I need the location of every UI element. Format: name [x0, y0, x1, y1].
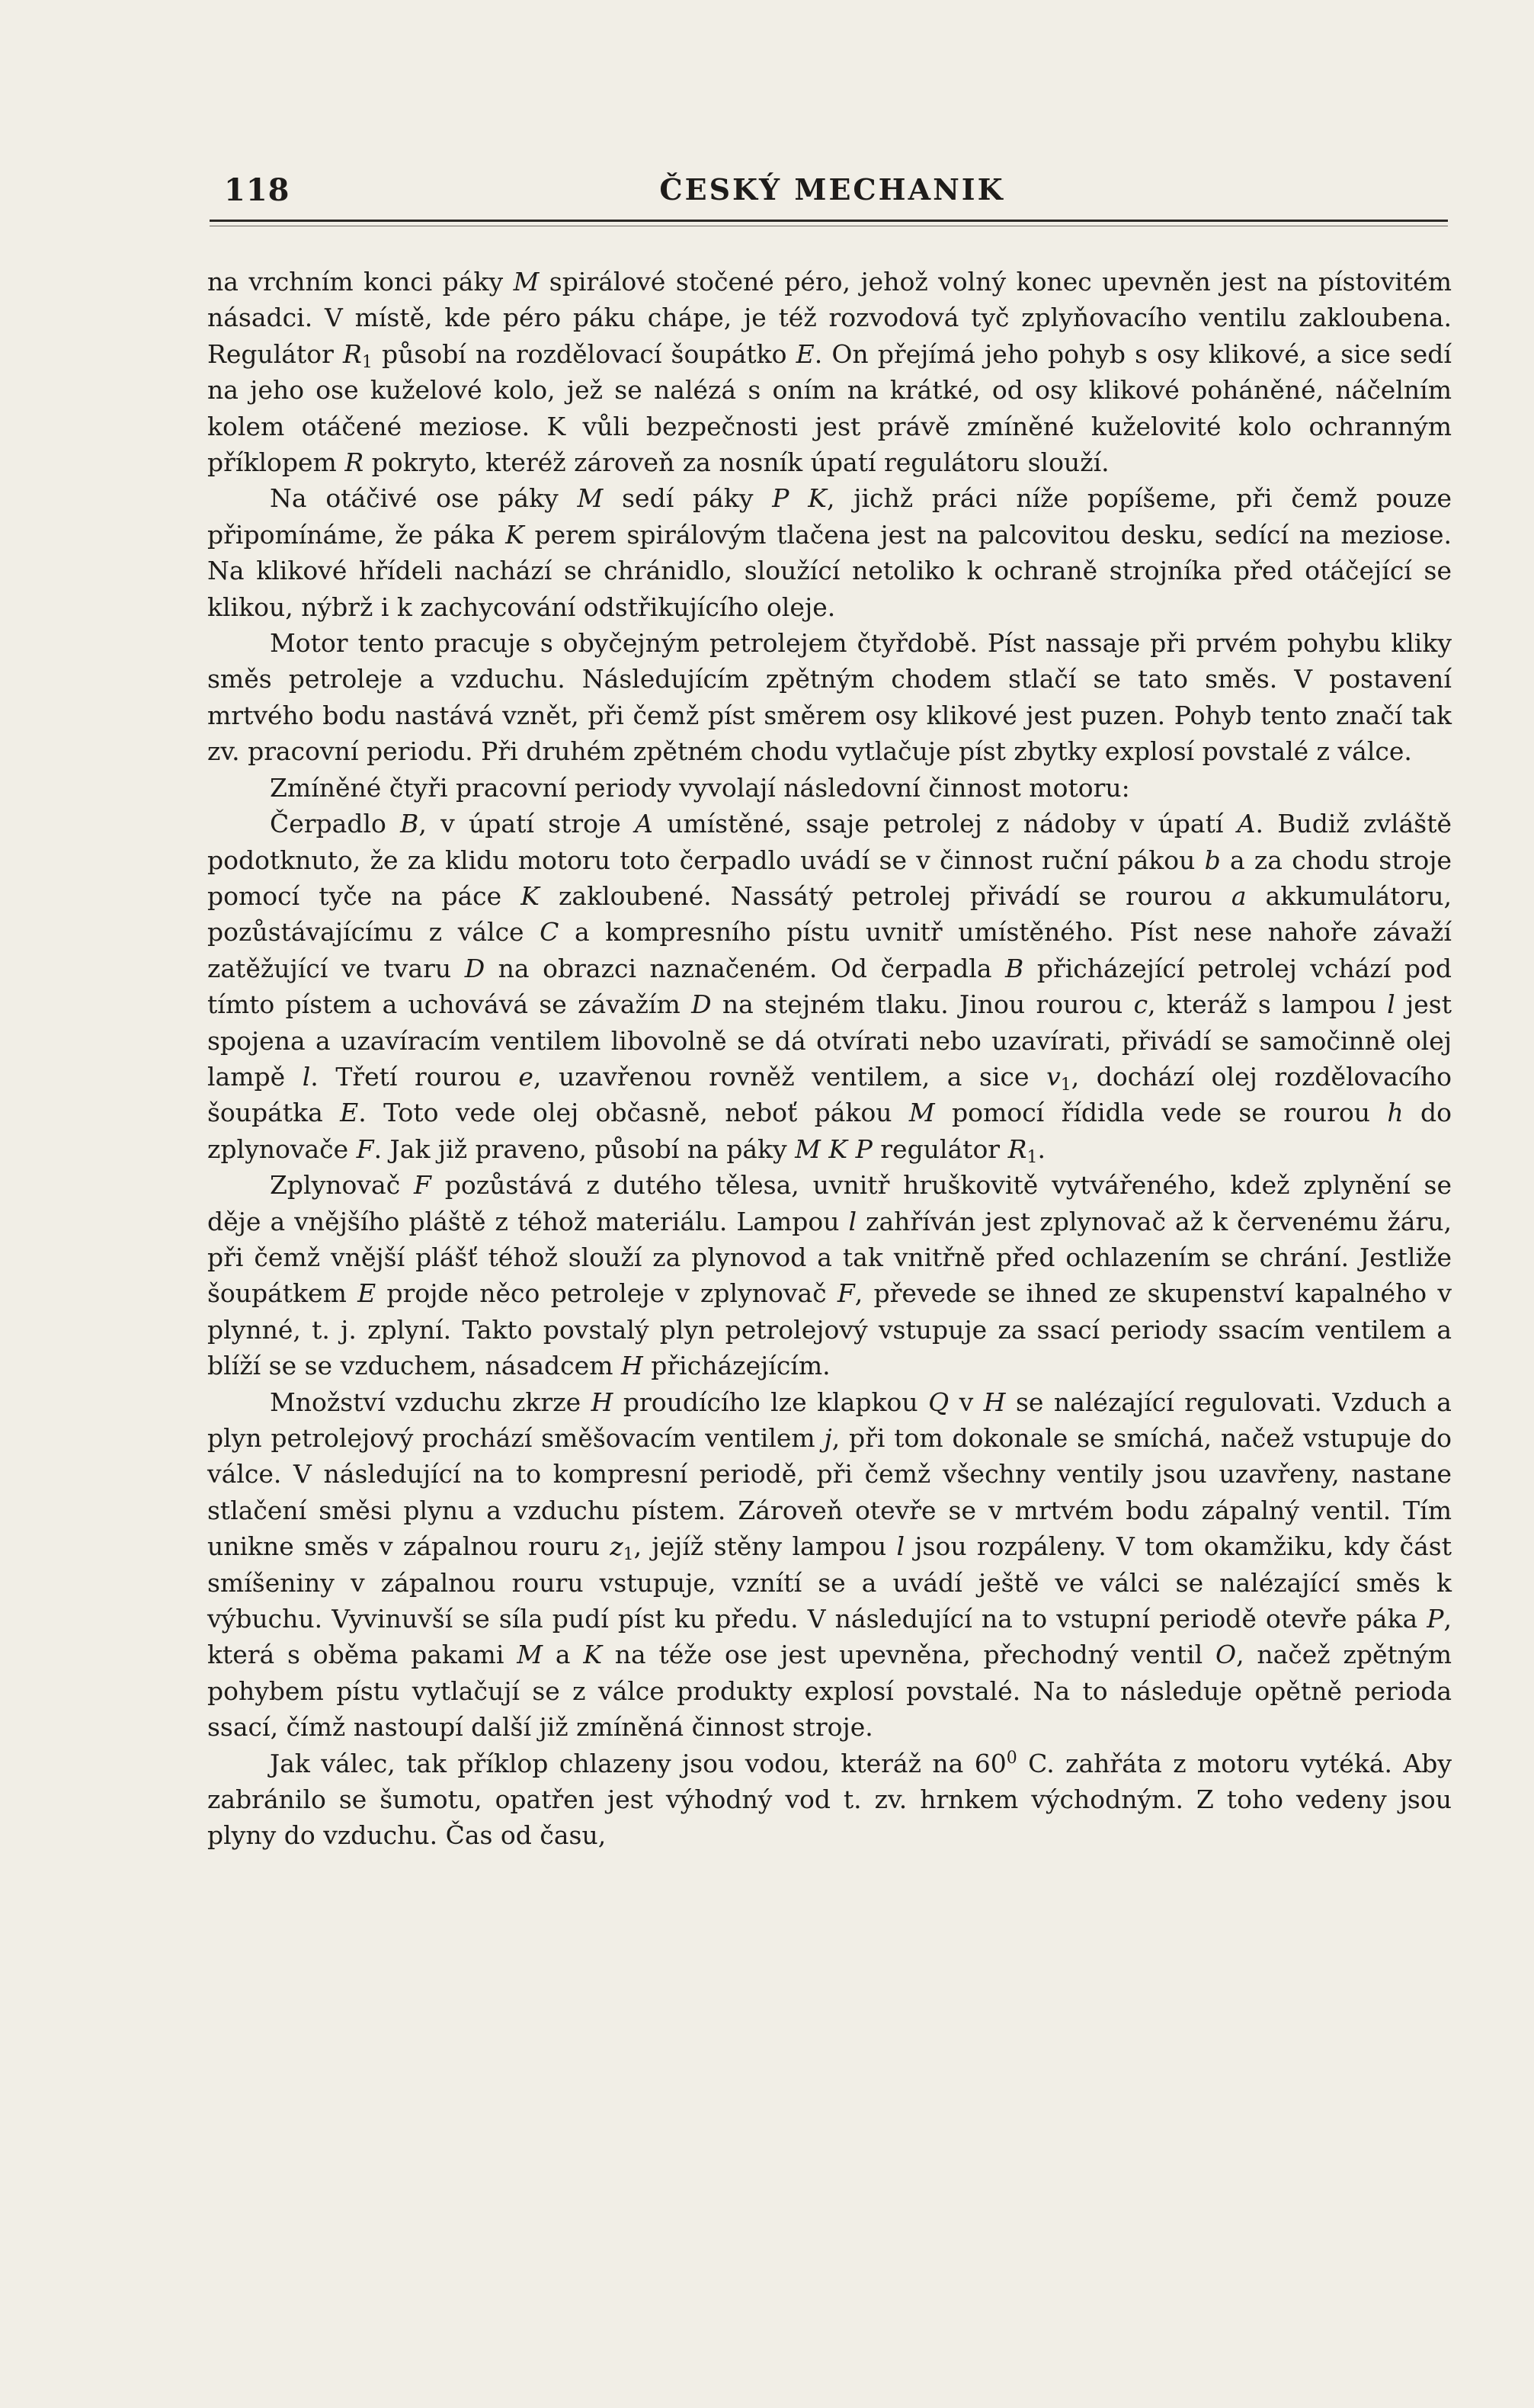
variable-symbol: E: [796, 338, 815, 369]
text-run: v: [949, 1387, 984, 1417]
text-run: , dochází olej rozdělovacího šoupátka: [207, 1061, 1452, 1128]
text-run: na obrazci naznačeném. Od čerpadla: [485, 953, 1006, 983]
variable-symbol: M K P: [795, 1133, 873, 1164]
text-run: přicházející petrolej vchází pod tímto pístem a uchovává se závažím: [207, 953, 1452, 1020]
page-header: [223, 169, 1442, 215]
text-run: , jichž práci níže popíšeme, při čemž pouze připomínáme, že páka: [207, 483, 1452, 550]
variable-symbol: A: [635, 809, 653, 839]
variable-symbol: v: [1046, 1061, 1061, 1092]
text-run: a: [543, 1640, 584, 1670]
variable-symbol: M: [908, 1098, 935, 1128]
text-run: akkumulátoru, pozůstávajícímu z válce: [207, 880, 1452, 947]
paragraph: [207, 1384, 1452, 1746]
paragraph: [207, 625, 1452, 770]
variable-symbol: O: [1215, 1640, 1237, 1670]
running-title: ČESKÝ MECHANIK: [659, 172, 1005, 207]
paragraph: [207, 1167, 1452, 1384]
paragraph: [207, 770, 1452, 806]
variable-symbol: P K: [772, 483, 827, 514]
variable-symbol: K: [520, 880, 540, 911]
subscript: 1: [1026, 1147, 1038, 1167]
variable-symbol: P: [1427, 1604, 1444, 1634]
variable-symbol: F: [414, 1170, 431, 1201]
text-run: umístěné, ssaje petrolej z nádoby v úpatí: [652, 809, 1238, 839]
variable-symbol: R: [344, 447, 364, 478]
variable-symbol: h: [1387, 1098, 1404, 1128]
variable-symbol: E: [357, 1278, 376, 1309]
text-run: , kteráž s lampou: [1148, 989, 1388, 1020]
variable-symbol: A: [1237, 809, 1256, 839]
text-run: na téže ose jest upevněna, přechodný ventil: [601, 1640, 1215, 1670]
text-run: , načež zpětným pohybem pístu vytlačují se z válce produkty explosí povstalé. Na to následuje opětně perioda ssací, čímž nastoupí další již zmíněná činnost stroje.: [207, 1640, 1452, 1743]
text-run: proudícího lze klapkou: [613, 1387, 929, 1417]
variable-symbol: K: [583, 1640, 602, 1670]
superscript: 0: [1006, 1748, 1017, 1768]
subscript: 1: [1060, 1075, 1071, 1095]
variable-symbol: F: [356, 1133, 374, 1164]
text-run: spirálové stočené péro, jehož volný konec upevněn jest na pístovitém násadci. V místě, kde péro páku chápe, je též rozvodová tyč zplyňovacího ventilu zakloubena. Regulátor: [207, 267, 1452, 369]
variable-symbol: a: [1231, 880, 1247, 911]
text-run: Motor tento pracuje s obyčejným petrolejem čtyřdobě. Píst nassaje při prvém pohybu kliky směs petroleje a vzduchu. Následujícím zpětným chodem stlačí se tato směs. V postavení mrtvého bodu nastává vznět, při čemž píst směrem osy klikové jest puzen. Pohyb tento značí tak zv. pracovní periodu. Při druhém zpětném chodu vytlačuje píst zbytky explosí povstalé z válce.: [207, 628, 1452, 767]
variable-symbol: H: [620, 1351, 643, 1381]
variable-symbol: R: [343, 338, 362, 369]
text-run: Čerpadlo: [270, 809, 401, 839]
variable-symbol: D: [464, 953, 485, 983]
variable-symbol: l: [896, 1531, 905, 1562]
variable-symbol: R: [1007, 1133, 1027, 1164]
text-run: působí na rozdělovací šoupátko: [372, 338, 796, 369]
text-run: C. zahřáta z motoru vytéká. Aby zabránilo se šumotu, opatřen jest výhodný vod t. zv. hrnkem východným. Z toho vedeny jsou plyny do vzduchu. Čas od času,: [207, 1748, 1452, 1851]
variable-symbol: b: [1204, 845, 1221, 875]
text-run: Zplynovač: [270, 1170, 415, 1201]
text-run: , jejíž stěny lampou: [633, 1531, 897, 1562]
variable-symbol: F: [837, 1278, 855, 1309]
paragraph: [207, 264, 1452, 480]
text-run: projde něco petroleje v zplynovač: [376, 1278, 837, 1309]
text-run: jsou rozpáleny. V tom okamžiku, kdy část smíšeniny v zápalnou rouru vstupuje, vznítí se a uvádí ještě ve válci se nalézající směs k výbuchu. Vyvinuvší se síla pudí píst ku předu. V následující na to vstupní periodě otevře páka: [207, 1531, 1452, 1634]
variable-symbol: z: [610, 1531, 623, 1562]
text-run: se nalézající regulovati. Vzduch a plyn petrolejový prochází směšovacím ventilem: [207, 1387, 1452, 1453]
variable-symbol: l: [302, 1061, 311, 1092]
text-run: do zplynovače: [207, 1098, 1452, 1164]
text-run: Jak válec, tak příklop chlazeny jsou vodou, kteráž na 60: [270, 1748, 1007, 1778]
text-run: na vrchním konci páky: [207, 267, 514, 297]
variable-symbol: H: [983, 1387, 1006, 1417]
variable-symbol: M: [577, 483, 604, 514]
text-run: a za chodu stroje pomocí tyče na páce: [207, 845, 1452, 911]
paragraph: [207, 480, 1452, 625]
page-number: 118: [224, 172, 290, 208]
variable-symbol: Q: [928, 1387, 950, 1417]
text-run: jest spojena a uzavíracím ventilem libovolně se dá otvírati nebo uzavírati, přivádí se samočinně olej lampě: [207, 989, 1452, 1092]
text-run: přicházejícím.: [642, 1351, 831, 1381]
variable-symbol: M: [513, 267, 540, 297]
variable-symbol: l: [1387, 989, 1395, 1020]
text-run: pomocí řídidla vede se rourou: [934, 1098, 1388, 1128]
variable-symbol: C: [540, 917, 559, 947]
text-run: . Jak již praveno, působí na páky: [373, 1133, 796, 1164]
text-run: pokryto, kteréž zároveň za nosník úpatí regulátoru slouží.: [363, 447, 1110, 478]
text-run: , uzavřenou rovněž ventilem, a sice: [533, 1061, 1047, 1092]
text-run: . Budiž zvláště podotknuto, že za klidu motoru toto čerpadlo uvádí se v činnost ruční pákou: [207, 809, 1452, 875]
text-run: . Toto vede olej občasně, neboť pákou: [358, 1098, 909, 1128]
text-run: na stejném tlaku. Jinou rourou: [711, 989, 1134, 1020]
variable-symbol: l: [848, 1206, 857, 1236]
text-run: Množství vzduchu zkrze: [270, 1387, 591, 1417]
text-run: , v úpatí stroje: [418, 809, 635, 839]
variable-symbol: B: [1005, 953, 1024, 983]
text-run: sedí páky: [603, 483, 773, 514]
text-run: zahříván jest zplynovač až k červenému žáru, při čemž vnější plášť téhož slouží za plynovod a tak vnitřně před ochlazením se chrání. Jestliže šoupátkem: [207, 1206, 1452, 1309]
variable-symbol: H: [591, 1387, 613, 1417]
variable-symbol: D: [691, 989, 712, 1020]
text-run: . Třetí rourou: [310, 1061, 519, 1092]
text-run: perem spirálovým tlačena jest na palcovitou desku, sedící na meziose. Na klikové hřídeli nachází se chránidlo, sloužící netoliko k ochraně strojníka před otáčející se klikou, nýbrž i k zachycování odstřikujícího oleje.: [207, 519, 1452, 622]
text-run: , převede se ihned ze skupenství kapalného v plynné, t. j. zplyní. Takto povstalý plyn petrolejový vstupuje za ssací periody ssacím ventilem a blíží se se vzduchem, násadcem: [207, 1278, 1452, 1381]
text-run: pozůstává z dutého tělesa, uvnitř hruškovitě vytvářeného, kdež zplynění se děje a vnějšího pláště z téhož materiálu. Lampou: [207, 1170, 1452, 1236]
variable-symbol: c: [1133, 989, 1148, 1020]
variable-symbol: K: [505, 519, 524, 550]
subscript: 1: [361, 352, 373, 372]
variable-symbol: j: [824, 1423, 832, 1453]
variable-symbol: M: [517, 1640, 543, 1670]
text-run: Na otáčivé ose páky: [270, 483, 578, 514]
paragraph: [207, 1746, 1452, 1854]
text-run: . On přejímá jeho pohyb s osy klikové, a sice sedí na jeho ose kuželové kolo, jež se nalézá s oním na krátké, od osy klikové poháněné, náčelním kolem otáčené meziose. K vůli bezpečnosti jest právě zmíněné kuželovité kolo ochranným příklopem: [207, 338, 1452, 478]
text-run: , která s oběma pakami: [207, 1604, 1452, 1670]
paragraph: [207, 806, 1452, 1167]
text-run: Zmíněné čtyři pracovní periody vyvolají následovní činnost motoru:: [270, 772, 1130, 803]
subscript: 1: [623, 1545, 634, 1565]
variable-symbol: B: [400, 809, 419, 839]
text-run: a kompresního pístu uvnitř umístěného. Píst nese nahoře závaží zatěžující ve tvaru: [207, 917, 1452, 983]
text-run: , při tom dokonale se smíchá, načež vstupuje do válce. V následující na to kompresní periodě, při čemž všechny ventily jsou uzavřeny, nastane stlačení směsi plynu a vzduchu pístem. Zároveň otevře se v mrtvém bodu zápalný ventil. Tím unikne směs v zápalnou rouru: [207, 1423, 1452, 1562]
variable-symbol: E: [340, 1098, 359, 1128]
header-rule: [210, 220, 1448, 222]
text-run: zakloubené. Nassátý petrolej přivádí se rourou: [539, 880, 1231, 911]
variable-symbol: e: [518, 1061, 533, 1092]
text-run: .: [1037, 1133, 1046, 1164]
body-text: [207, 264, 1452, 1854]
text-run: regulátor: [872, 1133, 1008, 1164]
